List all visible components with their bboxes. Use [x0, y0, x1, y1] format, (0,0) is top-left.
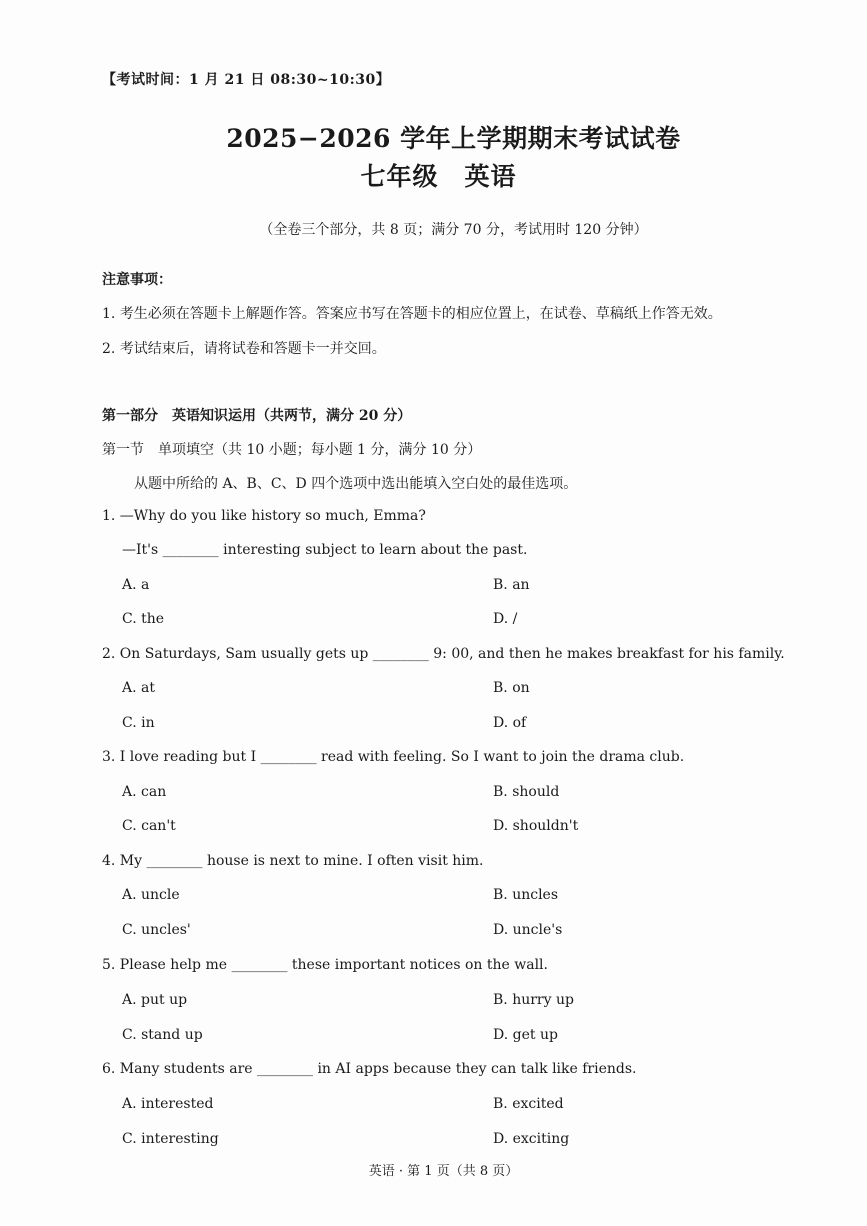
question-3-option-d[interactable]: D. shouldn't	[493, 818, 579, 834]
part-title: 第一部分 英语知识运用（共两节，满分 20 分）	[102, 408, 412, 424]
question-5-option-a[interactable]: A. put up	[122, 992, 188, 1008]
section-instruction: 从题中所给的 A、B、C、D 四个选项中选出能填入空白处的最佳选项。	[134, 476, 578, 492]
notes-title: 注意事项：	[102, 272, 172, 288]
question-4-option-a[interactable]: A. uncle	[122, 887, 180, 903]
question-6-stem: 6. Many students are ________ in AI apps because they can talk like friends.	[102, 1061, 637, 1077]
question-6-option-a[interactable]: A. interested	[122, 1096, 214, 1112]
question-2-option-a[interactable]: A. at	[122, 680, 155, 696]
question-4-option-c[interactable]: C. uncles'	[122, 922, 191, 938]
question-1-stem-line2: —It's ________ interesting subject to learn about the past.	[122, 542, 528, 558]
question-4-option-d[interactable]: D. uncle's	[493, 922, 563, 938]
subtitle-text: 七年级 英语	[360, 162, 517, 191]
question-1-option-d[interactable]: D. /	[493, 611, 518, 627]
question-5-option-b[interactable]: B. hurry up	[493, 992, 574, 1008]
question-3-option-a[interactable]: A. can	[122, 784, 167, 800]
question-5-option-c[interactable]: C. stand up	[122, 1027, 203, 1043]
question-5-stem: 5. Please help me ________ these important notices on the wall.	[102, 957, 548, 973]
note-item: 2. 考试结束后，请将试卷和答题卡一并交回。	[102, 341, 386, 357]
title-text: 2025−2026 学年上学期期末考试试卷	[226, 124, 681, 153]
page-subtitle	[0, 157, 867, 193]
question-2-option-b[interactable]: B. on	[493, 680, 530, 696]
question-1-stem: 1. —Why do you like history so much, Emma?	[102, 508, 426, 524]
question-3-option-c[interactable]: C. can't	[122, 818, 176, 834]
question-1-option-b[interactable]: B. an	[493, 577, 530, 593]
question-6-option-b[interactable]: B. excited	[493, 1096, 564, 1112]
page-title	[0, 119, 867, 155]
question-3-option-b[interactable]: B. should	[493, 784, 560, 800]
question-2-stem: 2. On Saturdays, Sam usually gets up ________ 9: 00, and then he makes breakfast for his family.	[102, 646, 785, 662]
page-footer	[0, 1160, 867, 1179]
section-title: 第一节 单项填空（共 10 小题；每小题 1 分，满分 10 分）	[102, 442, 482, 458]
exam-info-text: （全卷三个部分，共 8 页；满分 70 分，考试用时 120 分钟）	[259, 222, 648, 238]
question-6-option-c[interactable]: C. interesting	[122, 1131, 219, 1147]
question-4-stem: 4. My ________ house is next to mine. I often visit him.	[102, 853, 484, 869]
exam-info	[0, 219, 867, 239]
question-6-option-d[interactable]: D. exciting	[493, 1131, 570, 1147]
page-footer-text: 英语 · 第 1 页（共 8 页）	[368, 1164, 519, 1179]
question-4-option-b[interactable]: B. uncles	[493, 887, 559, 903]
question-2-option-d[interactable]: D. of	[493, 715, 527, 731]
exam-time: 【考试时间：1 月 21 日 08:30~10:30】	[102, 72, 391, 88]
note-item: 1. 考生必须在答题卡上解题作答。答案应书写在答题卡的相应位置上，在试卷、草稿纸上作答无效。	[102, 306, 722, 322]
question-1-option-a[interactable]: A. a	[122, 577, 150, 593]
question-5-option-d[interactable]: D. get up	[493, 1027, 558, 1043]
question-2-option-c[interactable]: C. in	[122, 715, 155, 731]
question-3-stem: 3. I love reading but I ________ read with feeling. So I want to join the drama club.	[102, 749, 685, 765]
question-1-option-c[interactable]: C. the	[122, 611, 165, 627]
